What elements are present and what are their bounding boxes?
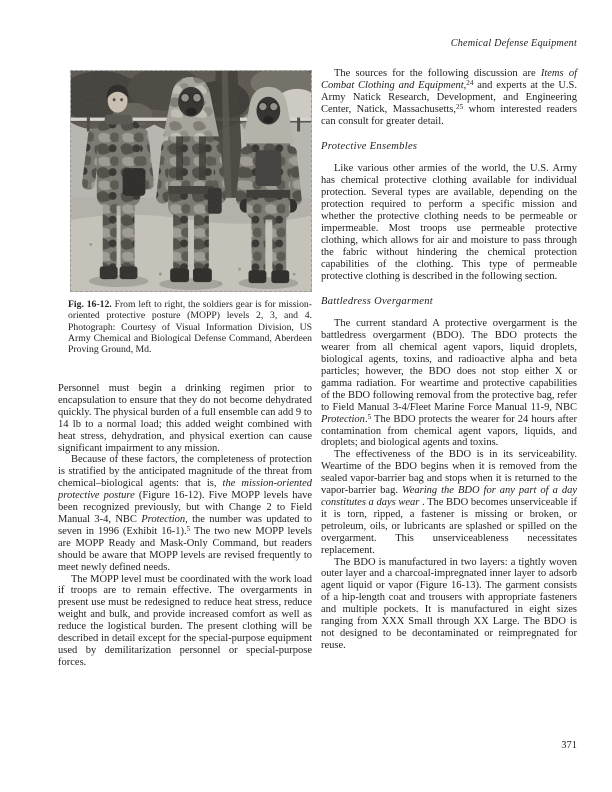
paragraph: The MOPP level must be coordinated with the work load if troops are to remain effective. The overgarments in present use must be redesigned to reduce heat stress, reduce weight and bulk, and provide increased comfort as well as reduce the logistical burden. The present clothing will be described in detail except for the special-purpose equipment used by demilitarization personnel or special-purpose forces. bbox=[58, 573, 312, 668]
figure-photo bbox=[70, 70, 312, 292]
paragraph: Like various other armies of the world, the U.S. Army has chemical protective clothing available for individual protection. Several types are available, depending on the protection required to perform a specific mission and whether the protective clothing needs to be permeable or impermeable. Most troops use permeable protective clothing, which allows for air and moisture to pass through the fabric without hindering the chemical protection capabilities of the clothing. This type of permeable protective clothing is described in the following section. bbox=[321, 163, 577, 282]
left-column bbox=[58, 383, 312, 669]
paragraph: The current standard A protective overgarment is the battledress overgarment (BDO). The BDO protects the wearer from all chemical agent vapors, liquid droplets, biological agents, toxins, and radioactive alpha and beta particles; however, the BDO does not stop either X or gamma radiation. For weartime and protective capabilities of the BDO following removal from the protective bag, refer to Field Manual 3-4/Fleet Marine Force Manual 11-9, NBC Protection.$^5$ The BDO protects the wearer for 24 hours after contamination from chemical agent vapors, liquids, and droplets; and biological agents and toxins. bbox=[321, 318, 577, 449]
soldiers-photograph bbox=[71, 71, 311, 291]
right-column bbox=[321, 68, 577, 652]
paragraph: The sources for the following discussion are Items of Combat Clothing and Equipment,$^{24}$ and experts at the U.S. Army Natick Research, Development, and Engineering Center, Natick, Massachusetts,$^{25}$ whom interested readers can consult for greater detail. bbox=[321, 68, 577, 127]
running-head: Chemical Defense Equipment bbox=[450, 38, 577, 49]
page-number: 371 bbox=[561, 740, 577, 751]
paragraph: The effectiveness of the BDO is in its serviceability. Weartime of the BDO begins when it is removed from the sealed vapor-barrier bag and stops when it is returned to the vapor-barrier bag. Wearing the BDO for any part of a day constitutes a days wear . The BDO becomes unserviceable if it is torn, ripped, a fastener is missing or broken, or petroleum, oils, or lubricants are splashed or spilled on the overgarment. This unserviceableness necessitates replacement. bbox=[321, 449, 577, 556]
paragraph: Personnel must begin a drinking regimen prior to encapsulation to ensure that they do not become dehydrated quickly. The physical burden of a full ensemble can add 9 to 14 lb to a normal load; this added weight combined with heat stress, dehydration, and physical exertion can cause significant impairment to any mission. bbox=[58, 383, 312, 454]
figure-caption: Fig. 16-12. From left to right, the soldiers gear is for mission-oriented protective posture (MOPP) levels 2, 3, and 4. Photograph: Courtesy of Visual Information Division, US Army Chemical and Biological Defense Command, Aberdeen Proving Ground, Md. bbox=[68, 299, 312, 356]
section-heading-protective-ensembles: Protective Ensembles bbox=[321, 140, 418, 152]
paragraph: Because of these factors, the completeness of protection is stratified by the anticipated magnitude of the threat from chemical–biological agents: that is, the mission-oriented protective posture (Figure 16-12). Five MOPP levels have been recognized previously, but with Change 2 to Field Manual 3-4, NBC Protection, the number was updated to seven in 1996 (Exhibit 16-1).$^5$ The two new MOPP levels are MOPP Ready and Mask-Only Command, but readers should be aware that MOPP levels are revised frequently to meet newly defined needs. bbox=[58, 454, 313, 573]
paragraph: The BDO is manufactured in two layers: a tightly woven outer layer and a charcoal-impregnated inner layer to adsorb agent liquid or vapor (Figure 16-13). The garment consists of a hip-length coat and trousers with appropriate fasteners and multiple pockets. It is manufactured in eight sizes ranging from XXX Small through XX Large. The BDO is not designed to be decontaminated or reimpregnated for reuse. bbox=[321, 556, 577, 651]
section-heading-battledress-overgarment: Battledress Overgarment bbox=[321, 295, 433, 307]
